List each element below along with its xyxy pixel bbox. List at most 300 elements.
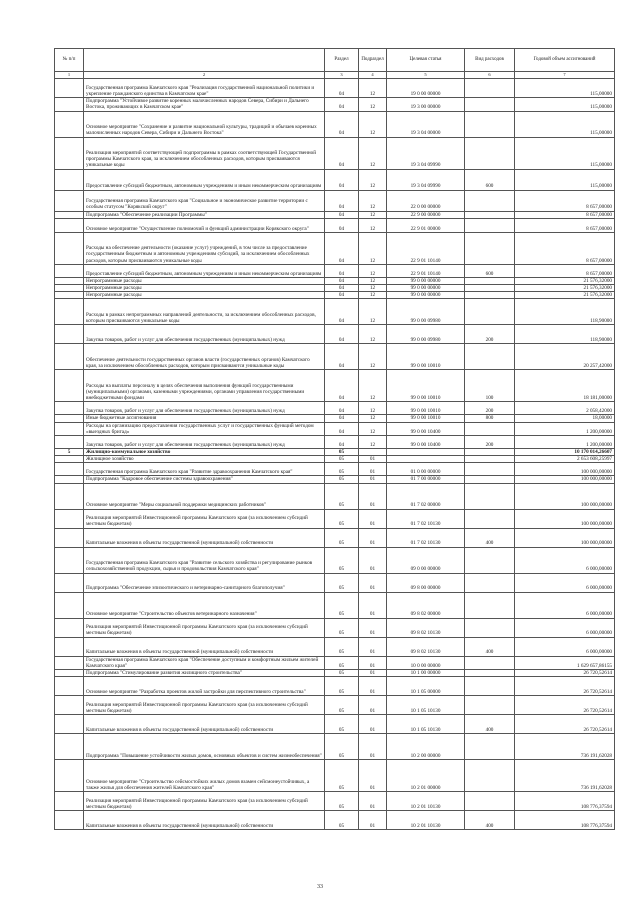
row-podrazdel-cell: 01 — [359, 715, 387, 734]
table-row — [55, 111, 615, 137]
row-razdel-cell: 05 — [325, 463, 359, 476]
row-target-article-cell: 10 2 01 00000 — [387, 760, 465, 792]
row-expense-type-cell — [465, 656, 515, 669]
table-row — [55, 637, 615, 656]
row-sum-cell: 100 000,00000 — [515, 509, 615, 528]
row-number-cell — [55, 760, 84, 792]
row-number-cell — [55, 436, 84, 449]
row-number-cell — [55, 370, 84, 402]
row-target-article-cell: 01 7 02 00000 — [387, 483, 465, 509]
row-razdel-cell: 05 — [325, 670, 359, 677]
row-sum-cell: 1 200,00000 — [515, 436, 615, 449]
row-target-article-cell: 99 0 00 10010 — [387, 370, 465, 402]
row-target-article-cell: 22 9 01 10140 — [387, 232, 465, 264]
row-expense-type-cell — [465, 573, 515, 592]
row-name-cell: Реализация мероприятий соответствующей подпрограммы в рамках соответствующей Государственной программы Камчатского края, за исключением обособленных расходов, которым присваиваются уникальные коды — [84, 137, 325, 169]
table-row — [55, 696, 615, 715]
row-name-cell: Расходы на выплаты персоналу в целях обеспечения выполнения функций государственными (муниципальными) органами, казенными учреждениями, органами управления государственными внебюджетными фондами — [84, 370, 325, 402]
row-razdel-cell: 05 — [325, 656, 359, 669]
row-razdel-cell: 04 — [325, 415, 359, 422]
row-podrazdel-cell: 01 — [359, 677, 387, 696]
row-name-cell: Реализация мероприятий Инвестиционной программы Камчатского края (за исключением субсидий местным бюджетам) — [84, 696, 325, 715]
row-expense-type-cell: 200 — [465, 436, 515, 449]
row-razdel-cell: 04 — [325, 370, 359, 402]
row-podrazdel-cell: 12 — [359, 98, 387, 111]
row-razdel-cell: 04 — [325, 169, 359, 190]
row-number-cell — [55, 169, 84, 190]
row-name-cell: Закупка товаров, работ и услуг для обеспечения государственных (муниципальных) нужд — [84, 325, 325, 344]
row-target-article-cell: 99 0 00 00000 — [387, 292, 465, 299]
header-name — [84, 49, 325, 72]
row-expense-type-cell: 600 — [465, 264, 515, 277]
row-number-cell — [55, 218, 84, 232]
table-row — [55, 277, 615, 284]
row-name-cell: Расходы в рамках непрограммных направлений деятельности, за исключением обособленных расходов, которым присваиваются уникальные коды — [84, 299, 325, 325]
row-podrazdel-cell: 12 — [359, 190, 387, 211]
row-target-article-cell: 01 7 02 10130 — [387, 528, 465, 547]
row-expense-type-cell — [465, 79, 515, 98]
row-podrazdel-cell: 12 — [359, 436, 387, 449]
row-sum-cell: 736 191,62028 — [515, 760, 615, 792]
row-name-cell: Предоставление субсидий бюджетным, автономным учреждениям и иным некоммерческим организациям — [84, 169, 325, 190]
row-sum-cell: 118,90000 — [515, 299, 615, 325]
row-name-cell: Предоставление субсидий бюджетным, автономным учреждениям и иным некоммерческим организациям — [84, 264, 325, 277]
header-annual-sum: Годовой объем ассигнований — [515, 49, 615, 72]
row-number-cell — [55, 483, 84, 509]
row-target-article-cell: 99 0 00 00000 — [387, 285, 465, 292]
row-name-cell: Основное мероприятие "Разработка проектов жилой застройки для перспективного строительства" — [84, 677, 325, 696]
row-name-cell: Закупка товаров, работ и услуг для обеспечения государственных (муниципальных) нужд — [84, 402, 325, 415]
row-expense-type-cell: 400 — [465, 637, 515, 656]
row-expense-type-cell: 400 — [465, 715, 515, 734]
row-number-cell — [55, 344, 84, 370]
row-number-cell — [55, 98, 84, 111]
row-target-article-cell: 22 9 01 10140 — [387, 264, 465, 277]
row-sum-cell: 6 000,00000 — [515, 547, 615, 573]
row-name-cell: Закупка товаров, работ и услуг для обеспечения государственных (муниципальных) нужд — [84, 436, 325, 449]
row-razdel-cell: 04 — [325, 79, 359, 98]
row-sum-cell: 1 200,00000 — [515, 422, 615, 435]
row-name-cell: Расходы на обеспечение деятельности (оказание услуг) учреждений, в том числе за предоставление государственным бюджетным и автономным учреждениям субсидий, за исключением обособленных расходов, которым присваиваются уникальные коды — [84, 232, 325, 264]
row-sum-cell: 2 653 608,25997 — [515, 456, 615, 463]
row-target-article-cell: 10 0 00 00000 — [387, 656, 465, 669]
row-razdel-cell: 05 — [325, 547, 359, 573]
row-name-cell: Государственная программа Камчатского края "Обеспечение доступным и комфортным жильем жителей Камчатского края" — [84, 656, 325, 669]
row-sum-cell: 108 776,37594 — [515, 792, 615, 811]
row-sum-cell: 26 720,52614 — [515, 715, 615, 734]
column-number: 3 — [325, 72, 359, 79]
row-name-cell: Реализация мероприятий Инвестиционной программы Камчатского края (за исключением субсидий местным бюджетам) — [84, 618, 325, 637]
row-target-article-cell: 99 0 00 10400 — [387, 436, 465, 449]
row-target-article-cell: 01 0 00 00000 — [387, 463, 465, 476]
row-sum-cell: 6 000,00000 — [515, 573, 615, 592]
row-podrazdel-cell: 01 — [359, 811, 387, 830]
row-podrazdel-cell: 12 — [359, 277, 387, 284]
table-row — [55, 592, 615, 618]
table-row — [55, 463, 615, 476]
table-row — [55, 811, 615, 830]
row-razdel-cell: 04 — [325, 190, 359, 211]
row-target-article-cell: 22 0 00 00000 — [387, 190, 465, 211]
row-podrazdel-cell: 12 — [359, 422, 387, 435]
row-podrazdel-cell: 12 — [359, 415, 387, 422]
row-name-cell: Подпрограмма "Кадровое обеспечение системы здравоохранения" — [84, 476, 325, 483]
row-expense-type-cell: 400 — [465, 811, 515, 830]
row-number-cell — [55, 422, 84, 435]
row-name-cell: Обеспечение деятельности государственных органов власти (государственных органов) Камчатского края, за исключением обособленных расходов, которым присваиваются уникальные коды — [84, 344, 325, 370]
row-razdel-cell: 05 — [325, 760, 359, 792]
row-expense-type-cell — [465, 211, 515, 218]
row-expense-type-cell — [465, 344, 515, 370]
table-header-row — [55, 49, 615, 72]
row-name-cell: Государственная программа Камчатского края "Социальное и экономическое развитие территории с особым статусом "Корякский округ" — [84, 190, 325, 211]
row-podrazdel-cell: 01 — [359, 547, 387, 573]
row-sum-cell: 115,00000 — [515, 137, 615, 169]
table-row — [55, 98, 615, 111]
row-podrazdel-cell: 01 — [359, 637, 387, 656]
column-number: 4 — [359, 72, 387, 79]
row-number-cell — [55, 677, 84, 696]
row-sum-cell: 8 657,00000 — [515, 218, 615, 232]
row-podrazdel-cell: 12 — [359, 169, 387, 190]
row-podrazdel-cell: 12 — [359, 137, 387, 169]
row-sum-cell: 21 576,32000 — [515, 277, 615, 284]
row-sum-cell: 6 000,00000 — [515, 592, 615, 618]
row-podrazdel-cell: 01 — [359, 463, 387, 476]
row-number-cell — [55, 111, 84, 137]
header-razdel: Раздел — [325, 49, 359, 72]
row-expense-type-cell — [465, 592, 515, 618]
row-podrazdel-cell: 01 — [359, 456, 387, 463]
row-expense-type-cell: 600 — [465, 169, 515, 190]
row-name-cell: Государственная программа Камчатского края "Развитие сельского хозяйства и регулирование рынков сельскохозяйственной продукции, сырья и продовольствия Камчатского края" — [84, 547, 325, 573]
row-razdel-cell: 04 — [325, 111, 359, 137]
column-number: 1 — [55, 72, 84, 79]
row-razdel-cell: 05 — [325, 618, 359, 637]
row-name-cell: Капитальные вложения в объекты государственной (муниципальной) собственности — [84, 637, 325, 656]
table-row — [55, 169, 615, 190]
row-razdel-cell: 04 — [325, 436, 359, 449]
row-target-article-cell: 10 1 00 00000 — [387, 670, 465, 677]
row-razdel-cell: 05 — [325, 449, 359, 456]
row-podrazdel-cell: 01 — [359, 656, 387, 669]
row-expense-type-cell — [465, 509, 515, 528]
table-row — [55, 325, 615, 344]
row-expense-type-cell: 100 — [465, 370, 515, 402]
table-row — [55, 456, 615, 463]
row-number-cell — [55, 264, 84, 277]
row-sum-cell: 26 720,52614 — [515, 677, 615, 696]
row-expense-type-cell — [465, 218, 515, 232]
row-podrazdel-cell: 12 — [359, 211, 387, 218]
row-sum-cell: 8 657,00000 — [515, 190, 615, 211]
row-razdel-cell: 05 — [325, 696, 359, 715]
row-razdel-cell: 04 — [325, 292, 359, 299]
budget-table-page — [54, 48, 614, 830]
row-name-cell: Основное мероприятие "Сохранение и развитие национальной культуры, традиций и обычаев коренных малочисленных народов Севера, Сибири и Дальнего Востока" — [84, 111, 325, 137]
row-name-cell: Иные бюджетные ассигнования — [84, 415, 325, 422]
header-target-article: Целевая статья — [387, 49, 465, 72]
row-razdel-cell: 05 — [325, 592, 359, 618]
row-expense-type-cell — [465, 277, 515, 284]
row-number-cell — [55, 402, 84, 415]
row-expense-type-cell — [465, 98, 515, 111]
row-expense-type-cell — [465, 456, 515, 463]
row-target-article-cell: 10 1 05 10130 — [387, 715, 465, 734]
row-sum-cell: 8 657,00000 — [515, 264, 615, 277]
row-number-cell — [55, 476, 84, 483]
row-sum-cell: 8 657,00000 — [515, 211, 615, 218]
page-number: 33 — [317, 884, 323, 890]
row-number-cell — [55, 792, 84, 811]
row-podrazdel-cell: 01 — [359, 760, 387, 792]
row-razdel-cell: 04 — [325, 137, 359, 169]
row-name-cell: Реализация мероприятий Инвестиционной программы Камчатского края (за исключением субсидий местным бюджетам) — [84, 792, 325, 811]
table-row — [55, 292, 615, 299]
row-expense-type-cell — [465, 677, 515, 696]
row-name-cell: Непрограммные расходы — [84, 285, 325, 292]
row-target-article-cell: 10 1 05 00000 — [387, 677, 465, 696]
row-target-article-cell: 09 8 02 00000 — [387, 592, 465, 618]
row-expense-type-cell — [465, 547, 515, 573]
row-number-cell: 5 — [55, 449, 84, 456]
row-number-cell — [55, 415, 84, 422]
budget-table — [54, 48, 615, 830]
row-sum-cell: 21 576,32000 — [515, 292, 615, 299]
row-name-cell: Подпрограмма "Обеспечение эпизоотического и ветеринарно-санитарного благополучия" — [84, 573, 325, 592]
row-podrazdel-cell: 12 — [359, 370, 387, 402]
row-target-article-cell: 10 2 01 10130 — [387, 811, 465, 830]
row-name-cell: Основное мероприятие "Осуществление полномочий и функций администрации Корякского округа" — [84, 218, 325, 232]
row-expense-type-cell — [465, 422, 515, 435]
column-number: 2 — [84, 72, 325, 79]
row-sum-cell: 20 257,42000 — [515, 344, 615, 370]
row-razdel-cell: 04 — [325, 325, 359, 344]
row-razdel-cell: 04 — [325, 344, 359, 370]
row-sum-cell: 100 000,00000 — [515, 483, 615, 509]
row-expense-type-cell — [465, 483, 515, 509]
row-razdel-cell: 05 — [325, 528, 359, 547]
row-name-cell: Основное мероприятие "Строительство сейсмостойких жилых домов взамен сейсмонеустойчивых, а также жилья для обеспечения жителей Камчатского края" — [84, 760, 325, 792]
header-expense-type: Вид расходов — [465, 49, 515, 72]
row-sum-cell: 736 191,62028 — [515, 734, 615, 760]
row-number-cell — [55, 528, 84, 547]
row-razdel-cell: 05 — [325, 715, 359, 734]
row-number-cell — [55, 547, 84, 573]
row-target-article-cell: 99 0 00 10010 — [387, 415, 465, 422]
row-number-cell — [55, 637, 84, 656]
row-number-cell — [55, 592, 84, 618]
row-name-cell: Подпрограмма "Устойчивое развитие коренных малочисленных народов Севера, Сибири и Дальнего Востока, проживающих в Камчатском крае" — [84, 98, 325, 111]
table-row — [55, 436, 615, 449]
row-podrazdel-cell: 12 — [359, 111, 387, 137]
row-podrazdel-cell: 12 — [359, 292, 387, 299]
row-target-article-cell: 19 3 04 09990 — [387, 137, 465, 169]
row-expense-type-cell — [465, 792, 515, 811]
row-target-article-cell: 09 0 00 00000 — [387, 547, 465, 573]
row-expense-type-cell — [465, 760, 515, 792]
row-name-cell: Подпрограмма "Стимулирование развития жилищного строительства" — [84, 670, 325, 677]
row-name-cell: Основное мероприятие "Строительство объектов ветеринарного назначения" — [84, 592, 325, 618]
table-row — [55, 734, 615, 760]
table-row — [55, 344, 615, 370]
row-number-cell — [55, 137, 84, 169]
row-expense-type-cell — [465, 734, 515, 760]
row-number-cell — [55, 277, 84, 284]
table-row — [55, 79, 615, 98]
table-row — [55, 656, 615, 669]
row-razdel-cell: 04 — [325, 218, 359, 232]
row-number-cell — [55, 715, 84, 734]
row-target-article-cell: 10 2 00 00000 — [387, 734, 465, 760]
row-sum-cell: 6 000,00000 — [515, 637, 615, 656]
row-podrazdel-cell: 01 — [359, 528, 387, 547]
row-razdel-cell: 05 — [325, 573, 359, 592]
row-target-article-cell: 01 7 00 00000 — [387, 476, 465, 483]
table-row — [55, 285, 615, 292]
table-row — [55, 370, 615, 402]
row-target-article-cell: 99 0 00 00000 — [387, 277, 465, 284]
row-podrazdel-cell: 12 — [359, 218, 387, 232]
table-row — [55, 670, 615, 677]
table-row — [55, 402, 615, 415]
row-name-cell: Непрограммные расходы — [84, 277, 325, 284]
row-target-article-cell: 10 1 05 10130 — [387, 696, 465, 715]
table-row — [55, 528, 615, 547]
row-podrazdel-cell: 01 — [359, 509, 387, 528]
header-num: № п/п — [55, 49, 84, 72]
row-number-cell — [55, 618, 84, 637]
table-row — [55, 483, 615, 509]
row-podrazdel-cell: 12 — [359, 325, 387, 344]
row-number-cell — [55, 670, 84, 677]
row-number-cell — [55, 211, 84, 218]
row-number-cell — [55, 696, 84, 715]
row-name-cell: Подпрограмма "Повышение устойчивости жилых домов, основных объектов и систем жизнеобеспечения" — [84, 734, 325, 760]
row-razdel-cell: 04 — [325, 422, 359, 435]
row-podrazdel-cell: 12 — [359, 264, 387, 277]
row-number-cell — [55, 285, 84, 292]
row-razdel-cell: 05 — [325, 509, 359, 528]
row-expense-type-cell — [465, 137, 515, 169]
row-razdel-cell: 04 — [325, 402, 359, 415]
row-podrazdel-cell: 01 — [359, 476, 387, 483]
table-row — [55, 715, 615, 734]
row-number-cell — [55, 190, 84, 211]
row-number-cell — [55, 734, 84, 760]
row-expense-type-cell — [465, 618, 515, 637]
row-sum-cell: 115,00000 — [515, 111, 615, 137]
column-number-row — [55, 72, 615, 79]
row-sum-cell: 21 576,32000 — [515, 285, 615, 292]
column-number: 7 — [515, 72, 615, 79]
row-expense-type-cell — [465, 111, 515, 137]
row-target-article-cell: 22 9 01 00000 — [387, 218, 465, 232]
row-number-cell — [55, 299, 84, 325]
row-sum-cell: 100 000,00000 — [515, 476, 615, 483]
row-razdel-cell: 05 — [325, 734, 359, 760]
row-sum-cell: 6 000,00000 — [515, 618, 615, 637]
row-razdel-cell: 04 — [325, 285, 359, 292]
row-sum-cell: 18 181,00000 — [515, 370, 615, 402]
row-razdel-cell: 04 — [325, 277, 359, 284]
row-sum-cell: 18,00000 — [515, 415, 615, 422]
row-razdel-cell: 05 — [325, 792, 359, 811]
row-razdel-cell: 04 — [325, 299, 359, 325]
row-podrazdel-cell: 01 — [359, 696, 387, 715]
row-number-cell — [55, 573, 84, 592]
row-expense-type-cell — [465, 449, 515, 456]
row-expense-type-cell: 800 — [465, 415, 515, 422]
row-expense-type-cell: 200 — [465, 402, 515, 415]
row-sum-cell: 100 000,00000 — [515, 528, 615, 547]
row-target-article-cell: 19 3 04 09990 — [387, 169, 465, 190]
row-podrazdel-cell — [359, 449, 387, 456]
row-podrazdel-cell: 12 — [359, 232, 387, 264]
table-row — [55, 677, 615, 696]
row-razdel-cell: 05 — [325, 456, 359, 463]
row-target-article-cell: 19 3 00 00000 — [387, 98, 465, 111]
row-sum-cell: 2 058,42000 — [515, 402, 615, 415]
row-razdel-cell: 04 — [325, 264, 359, 277]
column-number: 5 — [387, 72, 465, 79]
row-podrazdel-cell: 12 — [359, 344, 387, 370]
table-row — [55, 476, 615, 483]
table-row — [55, 190, 615, 211]
row-podrazdel-cell: 12 — [359, 285, 387, 292]
row-expense-type-cell — [465, 299, 515, 325]
row-name-cell: Основное мероприятие "Меры социальной поддержки медицинских работников" — [84, 483, 325, 509]
row-number-cell — [55, 325, 84, 344]
row-podrazdel-cell: 12 — [359, 299, 387, 325]
row-sum-cell: 26 720,52614 — [515, 670, 615, 677]
row-target-article-cell: 22 9 00 00000 — [387, 211, 465, 218]
row-name-cell: Капитальные вложения в объекты государственной (муниципальной) собственности — [84, 811, 325, 830]
row-podrazdel-cell: 12 — [359, 79, 387, 98]
table-row — [55, 232, 615, 264]
row-target-article-cell: 09 8 02 10130 — [387, 637, 465, 656]
row-number-cell — [55, 79, 84, 98]
row-expense-type-cell — [465, 670, 515, 677]
row-number-cell — [55, 811, 84, 830]
row-podrazdel-cell: 01 — [359, 483, 387, 509]
row-razdel-cell: 05 — [325, 483, 359, 509]
row-razdel-cell: 04 — [325, 211, 359, 218]
row-razdel-cell: 04 — [325, 98, 359, 111]
row-razdel-cell: 05 — [325, 811, 359, 830]
row-target-article-cell: 19 0 00 00000 — [387, 79, 465, 98]
row-target-article-cell: 09 8 00 00000 — [387, 573, 465, 592]
column-number: 6 — [465, 72, 515, 79]
header-podrazdel: Подраздел — [359, 49, 387, 72]
table-row — [55, 299, 615, 325]
table-row — [55, 760, 615, 792]
row-name-cell: Государственная программа Камчатского края "Развитие здравоохранения Камчатского края" — [84, 463, 325, 476]
table-row — [55, 422, 615, 435]
row-podrazdel-cell: 01 — [359, 592, 387, 618]
row-target-article-cell: 99 0 00 09980 — [387, 325, 465, 344]
row-number-cell — [55, 232, 84, 264]
table-row — [55, 211, 615, 218]
row-target-article-cell: 10 2 01 10130 — [387, 792, 465, 811]
row-target-article-cell: 99 0 00 10010 — [387, 344, 465, 370]
table-row — [55, 137, 615, 169]
row-podrazdel-cell: 01 — [359, 792, 387, 811]
row-number-cell — [55, 456, 84, 463]
row-number-cell — [55, 463, 84, 476]
table-row — [55, 573, 615, 592]
table-body — [55, 79, 615, 830]
